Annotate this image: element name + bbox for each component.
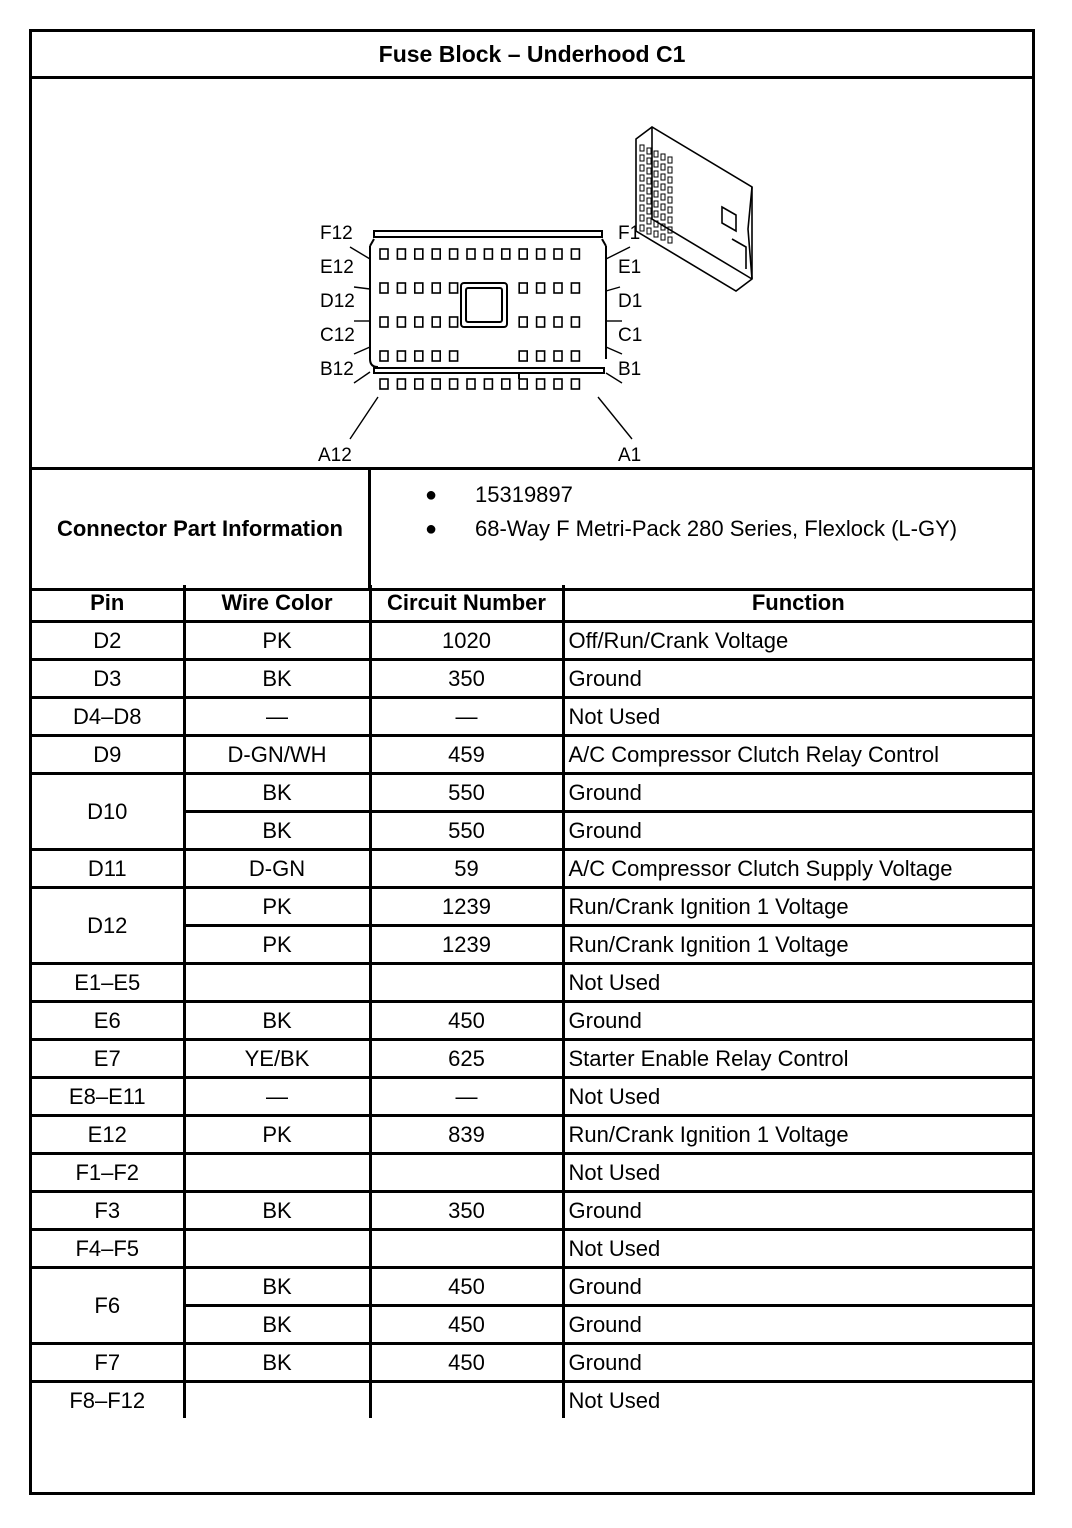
iso-pin-cavity [668,167,672,173]
table-row [32,1230,1032,1268]
pin-cavity [519,351,527,361]
pinout-table [32,585,1032,1418]
iso-pin-cavity [647,178,651,184]
table-row [32,1344,1032,1382]
pin-cell: D10 [32,774,184,850]
circuit-number-cell [370,1154,563,1192]
wire-color-cell [184,1154,370,1192]
iso-pin-cavity [654,161,658,167]
iso-pin-cavity [654,151,658,157]
pin-cavity [432,249,440,259]
pin-cavity [467,249,475,259]
circuit-number-cell: 450 [370,1268,563,1306]
label-b12: B12 [320,359,354,380]
function-cell: Ground [563,1268,1032,1306]
pin-cavity [554,317,562,327]
pin-cavity [571,249,579,259]
pin-cavity [397,317,405,327]
iso-pin-cavity [661,214,665,220]
iso-pin-cavity [661,154,665,160]
pin-cell: D3 [32,660,184,698]
circuit-number-cell: 550 [370,812,563,850]
function-cell: Ground [563,774,1032,812]
pin-cavity [571,283,579,293]
function-cell: Not Used [563,1078,1032,1116]
circuit-number-cell: 450 [370,1002,563,1040]
pin-cavity [519,379,527,389]
pin-cavity [380,249,388,259]
pin-cavity [415,283,423,293]
function-cell: Not Used [563,698,1032,736]
iso-pin-cavity [668,237,672,243]
function-cell: Ground [563,1344,1032,1382]
pin-cell: D12 [32,888,184,964]
iso-pin-cavity [668,187,672,193]
function-cell: Off/Run/Crank Voltage [563,622,1032,660]
function-cell: A/C Compressor Clutch Relay Control [563,736,1032,774]
circuit-number-cell [370,1230,563,1268]
label-a1: A1 [618,445,642,466]
wire-color-cell: — [184,698,370,736]
wire-color-cell: PK [184,888,370,926]
pin-cavity [450,351,458,361]
pin-cavity [432,379,440,389]
pin-cell: E1–E5 [32,964,184,1002]
pin-cavity [554,249,562,259]
function-cell: Not Used [563,1154,1032,1192]
wire-color-cell: BK [184,1002,370,1040]
label-d12: D12 [320,291,355,312]
circuit-number-cell: 839 [370,1116,563,1154]
pin-cavity [571,379,579,389]
iso-pin-cavity [661,164,665,170]
label-f12: F12 [320,223,353,244]
wire-color-cell: BK [184,1344,370,1382]
document-title: Fuse Block – Underhood C1 [32,32,1032,79]
pin-cell: D4–D8 [32,698,184,736]
iso-pin-cavity [640,205,644,211]
iso-pin-cavity [654,201,658,207]
center-latch [461,283,507,327]
connector-top-rail [374,231,602,237]
bullet-icon: ● [425,484,438,506]
pin-cavity [571,351,579,361]
pin-cell: F8–F12 [32,1382,184,1419]
wire-color-cell: BK [184,1192,370,1230]
table-row [32,1116,1032,1154]
circuit-number-cell: — [370,698,563,736]
connector-bottom-rail [374,368,604,373]
wire-color-cell: PK [184,622,370,660]
function-cell: Not Used [563,964,1032,1002]
function-cell: Ground [563,1306,1032,1344]
circuit-number-cell: 450 [370,1306,563,1344]
table-row [32,1154,1032,1192]
header-wire-color: Wire Color [184,585,370,622]
wire-color-cell [184,1382,370,1419]
pin-cavity [519,283,527,293]
table-body [32,622,1032,1419]
function-cell: Run/Crank Ignition 1 Voltage [563,888,1032,926]
table-row [32,1002,1032,1040]
pin-cell: F7 [32,1344,184,1382]
iso-pin-cavity [640,215,644,221]
table-row [32,1192,1032,1230]
iso-pin-cavity [647,218,651,224]
table-row [32,850,1032,888]
pin-cavity [397,351,405,361]
pin-cavity [432,283,440,293]
wire-color-cell: PK [184,1116,370,1154]
pin-cavity [537,249,545,259]
circuit-number-cell: 350 [370,660,563,698]
iso-pin-cavity [647,208,651,214]
header-function: Function [563,585,1032,622]
wire-color-cell: YE/BK [184,1040,370,1078]
function-cell: Run/Crank Ignition 1 Voltage [563,1116,1032,1154]
pin-cavity [450,379,458,389]
table-row [32,1078,1032,1116]
pin-cavity [554,379,562,389]
pin-cell: D9 [32,736,184,774]
table-row [32,660,1032,698]
function-cell: Starter Enable Relay Control [563,1040,1032,1078]
label-e1: E1 [618,257,642,278]
pin-cavity [415,351,423,361]
iso-pin-cavity [661,184,665,190]
circuit-number-cell: 459 [370,736,563,774]
table-row [32,622,1032,660]
pin-cell: F4–F5 [32,1230,184,1268]
circuit-number-cell: 59 [370,850,563,888]
iso-pin-cavity [661,174,665,180]
wire-color-cell: BK [184,1306,370,1344]
iso-pin-cavity [668,157,672,163]
circuit-number-cell [370,1382,563,1419]
pin-cavity [415,317,423,327]
pin-cavity [502,379,510,389]
pin-cell: E7 [32,1040,184,1078]
pin-cavity [397,249,405,259]
connector-part-info-values [371,470,1032,588]
table-row [32,964,1032,1002]
iso-pin-cavity [647,148,651,154]
label-c12: C12 [320,325,355,346]
pin-cavity [450,283,458,293]
circuit-number-cell: 1239 [370,888,563,926]
iso-pin-cavity [647,228,651,234]
wire-color-cell: D-GN/WH [184,736,370,774]
wire-color-cell: BK [184,660,370,698]
pin-cell: D2 [32,622,184,660]
function-cell: Run/Crank Ignition 1 Voltage [563,926,1032,964]
wire-color-cell [184,964,370,1002]
connector-part-info-label: Connector Part Information [32,470,371,588]
iso-pin-cavity [654,191,658,197]
pin-cavity [537,379,545,389]
function-cell: Ground [563,660,1032,698]
pin-cavity [537,317,545,327]
iso-pin-cavity [640,195,644,201]
iso-pin-cavity [647,168,651,174]
pin-cavity [537,351,545,361]
function-cell: Ground [563,1192,1032,1230]
pin-cavity [380,317,388,327]
iso-pin-cavity [640,185,644,191]
pin-cavity [415,249,423,259]
table-header-row [32,585,1032,622]
pin-cell: D11 [32,850,184,888]
function-cell: Not Used [563,1382,1032,1419]
wire-color-cell: — [184,1078,370,1116]
pin-cavity [415,379,423,389]
iso-pin-cavity [640,145,644,151]
header-pin: Pin [32,585,184,622]
iso-pin-cavity [668,207,672,213]
iso-pin-cavity [654,231,658,237]
wire-color-cell: BK [184,812,370,850]
iso-pin-cavity [647,188,651,194]
part-number: 15319897 [475,482,573,507]
pin-cavity [432,351,440,361]
iso-pin-cavity [668,197,672,203]
wire-color-cell: BK [184,774,370,812]
pin-cavity [502,249,510,259]
pin-cavity [432,317,440,327]
pin-cavity [397,379,405,389]
table-row [32,698,1032,736]
table-row [32,774,1032,812]
circuit-number-cell: — [370,1078,563,1116]
connector-face-drawing [32,79,1032,467]
iso-pin-cavity [661,204,665,210]
iso-pin-cavity [654,181,658,187]
function-cell: A/C Compressor Clutch Supply Voltage [563,850,1032,888]
pin-cavity [380,379,388,389]
pin-cell: E8–E11 [32,1078,184,1116]
connector-isometric-view [636,127,752,291]
table-row [32,736,1032,774]
iso-pin-cavity [640,165,644,171]
pin-cavity [450,249,458,259]
pin-cavity [554,351,562,361]
function-cell: Ground [563,1002,1032,1040]
circuit-number-cell: 550 [370,774,563,812]
pin-cavity [554,283,562,293]
connector-part-info [32,467,1032,591]
connector-diagram [32,79,1032,467]
table-row [32,1268,1032,1306]
circuit-number-cell [370,964,563,1002]
pin-cell: E6 [32,1002,184,1040]
pinout-document [29,29,1035,1495]
pin-cavity [467,379,475,389]
function-cell: Not Used [563,1230,1032,1268]
iso-pin-cavity [647,198,651,204]
wire-color-cell: BK [184,1268,370,1306]
circuit-number-cell: 625 [370,1040,563,1078]
pin-cavity [537,283,545,293]
circuit-number-cell: 450 [370,1344,563,1382]
pin-cavity [450,317,458,327]
connector-description: 68-Way F Metri-Pack 280 Series, Flexlock (L-GY) [475,516,958,541]
iso-pin-cavity [654,171,658,177]
pin-cavity [484,379,492,389]
iso-pin-cavity [661,194,665,200]
pin-cavity [484,249,492,259]
pin-cavity [380,351,388,361]
bullet-icon: ● [425,518,438,540]
pin-cell: F1–F2 [32,1154,184,1192]
pin-cavity [380,283,388,293]
iso-pin-cavity [661,234,665,240]
circuit-number-cell: 1239 [370,926,563,964]
table-row [32,1040,1032,1078]
pin-cell: F6 [32,1268,184,1344]
table-row [32,888,1032,926]
iso-pin-cavity [647,158,651,164]
iso-pin-cavity [654,211,658,217]
function-cell: Ground [563,812,1032,850]
wire-color-cell: PK [184,926,370,964]
iso-pin-cavity [640,155,644,161]
iso-pin-cavity [668,177,672,183]
iso-pin-cavity [668,217,672,223]
wire-color-cell: D-GN [184,850,370,888]
label-d1: D1 [618,291,643,312]
iso-pin-cavity [640,225,644,231]
table-row [32,1382,1032,1419]
pin-cell: E12 [32,1116,184,1154]
pin-cavity [519,317,527,327]
pin-cavity [519,249,527,259]
pin-cell: F3 [32,1192,184,1230]
pin-cavity [571,317,579,327]
label-b1: B1 [618,359,642,380]
label-c1: C1 [618,325,643,346]
label-f1: F1 [618,223,641,244]
label-a12: A12 [318,445,352,466]
pin-cavity [397,283,405,293]
label-e12: E12 [320,257,354,278]
circuit-number-cell: 1020 [370,622,563,660]
wire-color-cell [184,1230,370,1268]
header-circuit-number: Circuit Number [370,585,563,622]
circuit-number-cell: 350 [370,1192,563,1230]
iso-pin-cavity [640,175,644,181]
